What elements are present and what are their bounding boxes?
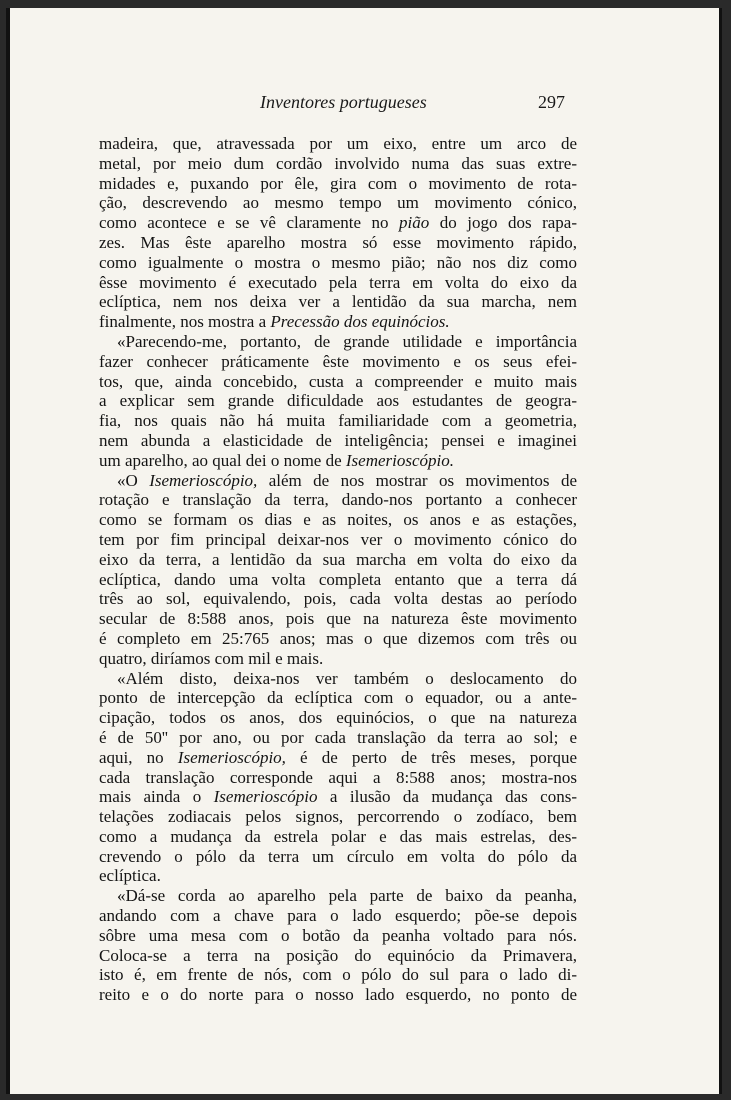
text-line: é completo em 25:765 anos; mas o que dizemos com três ou (99, 628, 577, 648)
paragraph (99, 471, 577, 669)
text-line: isto é, em frente de nós, com o pólo do sul para o lado di- (99, 965, 577, 985)
text-line: eclíptica, nem nos deixa ver a lentidão da sua marcha, nem (99, 292, 577, 312)
text-line: eclíptica, dando uma volta completa entanto que a terra dá (99, 569, 577, 589)
text-line: Coloca-se a terra na posição do equinócio da Primavera, (99, 945, 577, 965)
text-line: secular de 8:588 anos, pois que na natureza êste movimento (99, 609, 577, 629)
text-line: zes. Mas êste aparelho mostra só esse movimento rápido, (99, 232, 577, 252)
paragraph (99, 134, 577, 332)
text-line: andando com a chave para o lado esquerdo; põe-se depois (99, 906, 577, 926)
text-line: eixo da terra, a lentidão da sua marcha em volta do eixo da (99, 549, 577, 569)
text-line: «Além disto, deixa-nos ver também o deslocamento do (117, 668, 577, 688)
text-line: nem abunda a elasticidade de inteligência; pensei e imaginei (99, 430, 577, 450)
text-line: «Dá-se corda ao aparelho pela parte de baixo da peanha, (117, 886, 577, 906)
text-line: como se formam os dias e as noites, os anos e as estações, (99, 510, 577, 530)
body-text (99, 134, 577, 1005)
text-line: três ao sol, equivalendo, pois, cada volta destas ao período (99, 589, 577, 609)
page-number: 297 (538, 92, 565, 112)
text-line: tos, que, ainda concebido, custa a compreender e muito mais (99, 371, 577, 391)
text-line: eclíptica. (99, 866, 161, 886)
book-page (6, 8, 722, 1094)
text-line: um aparelho, ao qual dei o nome de Isemerioscópio. (99, 450, 455, 470)
text-line: cipação, todos os anos, dos equinócios, o que na natureza (99, 708, 577, 728)
text-line: quatro, diríamos com mil e mais. (99, 648, 324, 668)
text-line: «Parecendo-me, portanto, de grande utilidade e importância (117, 331, 577, 351)
text-line: reito e o do norte para o nosso lado esquerdo, no ponto de (99, 985, 577, 1005)
text-line: telações zodiacais pelos signos, percorrendo o zodíaco, bem (99, 807, 577, 827)
text-line: midades e, puxando por êle, gira com o movimento de rota- (99, 173, 577, 193)
text-line: como igualmente o mostra o mesmo pião; não nos diz como (99, 252, 577, 272)
text-line: aqui, no Isemerioscópio, é de perto de três meses, porque (99, 747, 577, 767)
paragraph (99, 669, 577, 887)
text-line: «O Isemerioscópio, além de nos mostrar os movimentos de (117, 470, 577, 490)
text-line: crevendo o pólo da terra um círculo em volta do pólo da (99, 846, 577, 866)
running-title: Inventores portugueses (260, 92, 427, 112)
text-line: metal, por meio dum cordão involvido numa das suas extre- (99, 153, 577, 173)
text-line: rotação e translação da terra, dando-nos portanto a conhecer (99, 490, 577, 510)
text-line: êsse movimento é executado pela terra em volta do eixo da (99, 272, 577, 292)
text-line: ponto de intercepção da eclíptica com o equador, ou a ante- (99, 688, 577, 708)
text-line: fia, nos quais não há muita familiaridade com a geometria, (99, 411, 577, 431)
text-line: madeira, que, atravessada por um eixo, entre um arco de (99, 134, 577, 153)
text-line: ção, descrevendo ao mesmo tempo um movimento cónico, (99, 193, 577, 213)
text-line: como acontece e se vê claramente no pião do jogo dos rapa- (99, 213, 577, 233)
text-line: finalmente, nos mostra a Precessão dos equinócios. (99, 312, 450, 332)
text-line: como a mudança da estrela polar e das mais estrelas, des- (99, 826, 577, 846)
text-line: tem por fim principal deixar-nos ver o movimento cónico do (99, 529, 577, 549)
text-line: fazer conhecer práticamente êste movimento e os seus efei- (99, 351, 577, 371)
text-line: é de 50'' por ano, ou por cada translação da terra ao sol; e (99, 727, 577, 747)
text-line: cada translação corresponde aqui a 8:588 anos; mostra-nos (99, 767, 577, 787)
paragraph (99, 332, 577, 471)
text-line: sôbre uma mesa com o botão da peanha voltado para nós. (99, 925, 577, 945)
paragraph (99, 886, 577, 1005)
text-line: mais ainda o Isemerioscópio a ilusão da mudança das cons- (99, 787, 577, 807)
text-line: a explicar sem grande dificuldade aos estudantes de geogra- (99, 391, 577, 411)
